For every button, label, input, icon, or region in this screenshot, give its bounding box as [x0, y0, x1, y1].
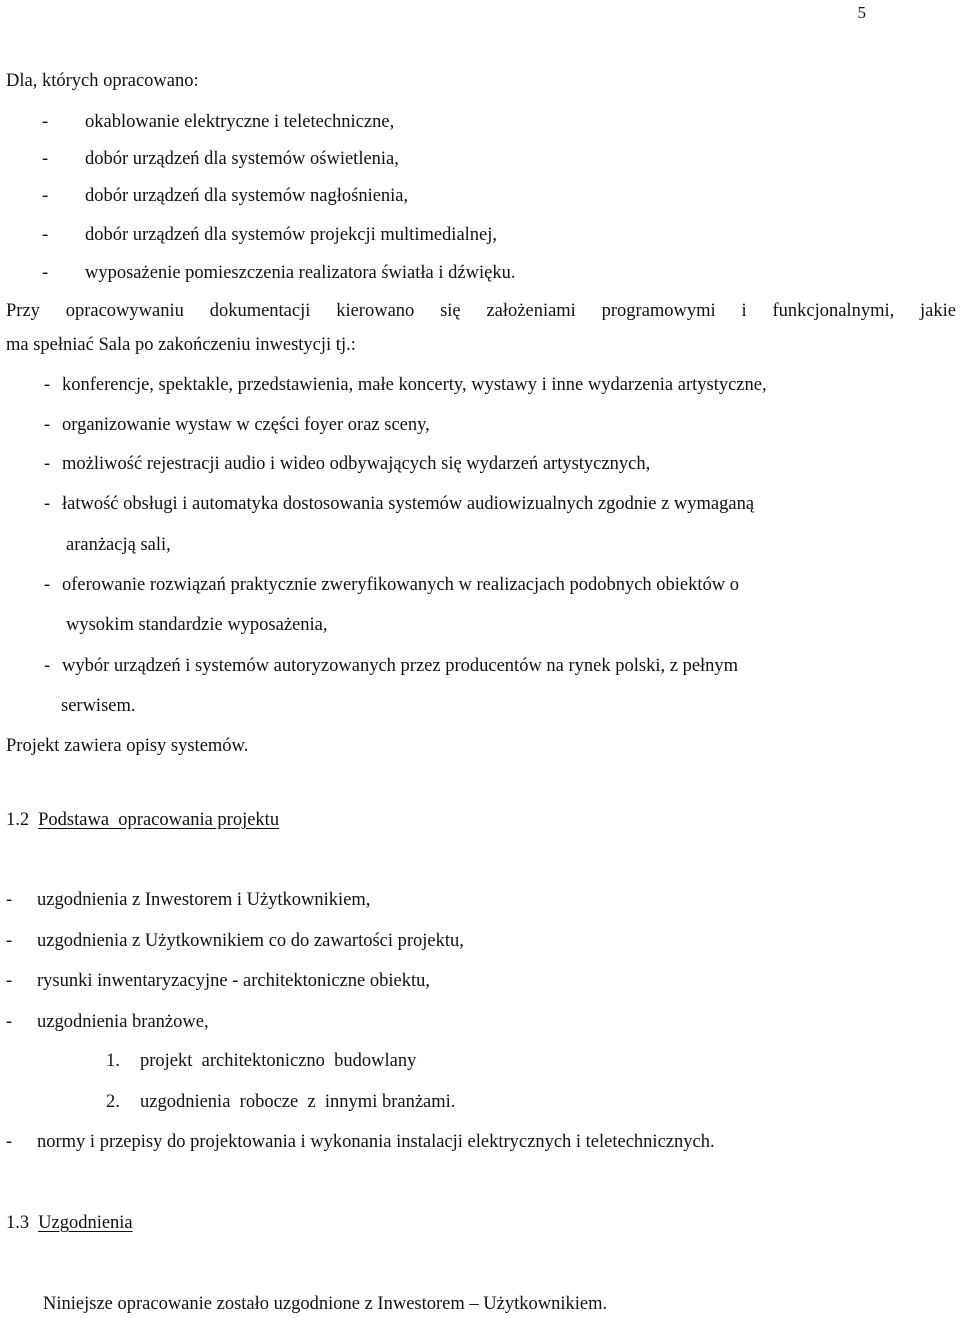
- list-dash: -: [42, 186, 49, 206]
- section-title: Podstawa opracowania projektu: [38, 810, 280, 830]
- sublist-number: 1.: [106, 1051, 120, 1071]
- sublist-number: 2.: [106, 1092, 120, 1112]
- list-item: dobór urządzeń dla systemów oświetlenia,: [85, 149, 399, 169]
- contains-line: Projekt zawiera opisy systemów.: [6, 736, 249, 756]
- list-item: oferowanie rozwiązań praktycznie zweryfikowanych w realizacjach podobnych obiektów o: [62, 575, 740, 595]
- page-number: 5: [857, 3, 866, 22]
- list-item: okablowanie elektryczne i teletechniczne,: [85, 112, 395, 132]
- list-item: wyposażenie pomieszczenia realizatora światła i dźwięku.: [85, 263, 516, 283]
- list-item: uzgodnienia branżowe,: [37, 1012, 209, 1032]
- section-number: 1.3: [6, 1213, 30, 1233]
- intro-line: Dla, których opracowano:: [6, 71, 199, 91]
- list-item: uzgodnienia z Użytkownikiem co do zawartości projektu,: [37, 931, 464, 951]
- list-dash: -: [6, 971, 13, 991]
- list-dash: -: [42, 112, 49, 132]
- paragraph-line: Przy opracowywaniu dokumentacji kierowano się założeniami programowymi i funkcjonalnymi, jakie: [6, 301, 956, 321]
- list-dash: -: [6, 931, 13, 951]
- paragraph-line: ma spełniać Sala po zakończeniu inwestycji tj.:: [6, 335, 356, 355]
- list-dash: -: [6, 890, 13, 910]
- section-heading-1-3: [6, 1212, 133, 1234]
- list-item: normy i przepisy do projektowania i wykonania instalacji elektrycznych i teletechnicznych.: [37, 1132, 715, 1152]
- section-heading-1-2: [6, 809, 279, 831]
- list-dash: -: [44, 575, 51, 595]
- list-item: dobór urządzeń dla systemów projekcji multimedialnej,: [85, 225, 498, 245]
- list-dash: -: [6, 1012, 13, 1032]
- section-number: 1.2: [6, 810, 30, 830]
- section-title: Uzgodnienia: [38, 1213, 133, 1233]
- list-item-continuation: serwisem.: [61, 696, 136, 716]
- list-dash: -: [6, 1132, 13, 1152]
- closing-line: Niniejsze opracowanie zostało uzgodnione z Inwestorem – Użytkownikiem.: [43, 1294, 608, 1314]
- list-dash: -: [44, 375, 51, 395]
- list-item: możliwość rejestracji audio i wideo odbywających się wydarzeń artystycznych,: [62, 454, 651, 474]
- list-dash: -: [44, 494, 51, 514]
- sublist-item: projekt architektoniczno budowlany: [140, 1051, 417, 1071]
- list-item: konferencje, spektakle, przedstawienia, małe koncerty, wystawy i inne wydarzenia artystyczne,: [62, 375, 767, 395]
- list-item: uzgodnienia z Inwestorem i Użytkownikiem,: [37, 890, 371, 910]
- list-item: rysunki inwentaryzacyjne - architektoniczne obiektu,: [37, 971, 430, 991]
- list-dash: -: [44, 656, 51, 676]
- list-dash: -: [42, 149, 49, 169]
- list-item: łatwość obsługi i automatyka dostosowania systemów audiowizualnych zgodnie z wymaganą: [62, 494, 755, 514]
- list-item: organizowanie wystaw w części foyer oraz sceny,: [62, 415, 430, 435]
- list-item-continuation: wysokim standardzie wyposażenia,: [66, 615, 328, 635]
- list-dash: -: [44, 415, 51, 435]
- list-dash: -: [42, 225, 49, 245]
- list-dash: -: [44, 454, 51, 474]
- list-dash: -: [42, 263, 49, 283]
- list-item-continuation: aranżacją sali,: [66, 535, 171, 555]
- list-item: wybór urządzeń i systemów autoryzowanych przez producentów na rynek polski, z pełnym: [62, 656, 739, 676]
- list-item: dobór urządzeń dla systemów nagłośnienia,: [85, 186, 409, 206]
- sublist-item: uzgodnienia robocze z innymi branżami.: [140, 1092, 456, 1112]
